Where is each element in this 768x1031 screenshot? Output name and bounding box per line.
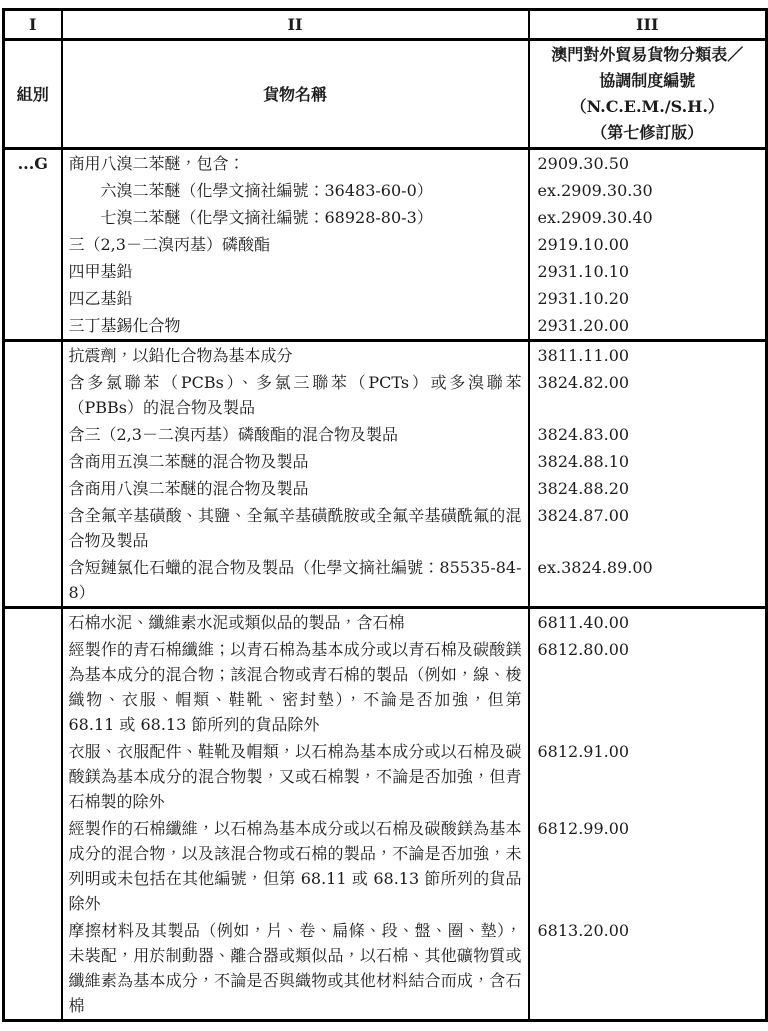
table-header: [4, 10, 767, 149]
table-row: [4, 369, 767, 421]
table-row: [4, 448, 767, 475]
goods-name-cell: 含商用五溴二苯醚的混合物及製品: [62, 448, 529, 475]
code-cell: 6813.20.00: [529, 917, 767, 1021]
goods-name-column-label: 貨物名稱: [62, 40, 529, 149]
group-cell: [4, 231, 62, 258]
table-row: [4, 177, 767, 204]
code-cell: 2909.30.50: [529, 149, 767, 178]
code-column-label: [529, 40, 767, 149]
group-cell: [4, 917, 62, 1021]
code-header-line-3: （N.C.E.M./S.H.）: [570, 97, 724, 116]
goods-name-cell: 含全氟辛基磺酸、其鹽、全氟辛基磺酰胺或全氟辛基磺酰氟的混合物及製品: [62, 502, 529, 554]
goods-name-cell: 三（2,3－二溴丙基）磷酸酯: [62, 231, 529, 258]
roman-numeral-header-row: [4, 10, 767, 40]
table-row: [4, 231, 767, 258]
code-cell: 3811.11.00: [529, 341, 767, 370]
table-row: [4, 738, 767, 815]
group-cell: [4, 341, 62, 370]
table-section-2: [4, 341, 767, 608]
goods-name-cell: 抗震劑，以鉛化合物為基本成分: [62, 341, 529, 370]
table-row: [4, 204, 767, 231]
column-iii-header: III: [529, 10, 767, 40]
column-i-header: I: [4, 10, 62, 40]
goods-name-cell: 含短鏈氯化石蠟的混合物及製品（化學文摘社編號：85535-84-8）: [62, 554, 529, 608]
goods-name-cell: 含三（2,3－二溴丙基）磷酸酯的混合物及製品: [62, 421, 529, 448]
goods-name-cell: 衣服、衣服配件、鞋靴及帽類，以石棉為基本成分或以石棉及碳酸鎂為基本成分的混合物製，又或石棉製，不論是否加強，但青石棉製的除外: [62, 738, 529, 815]
code-header-line-4: （第七修訂版）: [591, 123, 704, 142]
group-cell: [4, 475, 62, 502]
code-header-line-1: 澳門對外貿易貨物分類表／: [551, 45, 744, 64]
goods-name-cell: 摩擦材料及其製品（例如，片、卷、扁條、段、盤、圈、墊），未裝配，用於制動器、離合器或類似品，以石棉、其他礦物質或纖維素為基本成分，不論是否與織物或其他材料結合而成，含石棉: [62, 917, 529, 1021]
group-cell: [4, 608, 62, 637]
goods-classification-table: [2, 8, 768, 1022]
code-cell: 3824.88.20: [529, 475, 767, 502]
group-cell: [4, 448, 62, 475]
table-row: [4, 608, 767, 637]
group-column-label: 組別: [4, 40, 62, 149]
goods-name-cell: 三丁基錫化合物: [62, 312, 529, 341]
group-cell: [4, 502, 62, 554]
table-row: [4, 815, 767, 917]
code-cell: ex.2909.30.30: [529, 177, 767, 204]
table-row: [4, 502, 767, 554]
code-cell: ex.3824.89.00: [529, 554, 767, 608]
group-cell: [4, 312, 62, 341]
group-cell: [4, 369, 62, 421]
code-cell: 3824.82.00: [529, 369, 767, 421]
goods-name-cell: 石棉水泥、纖維素水泥或類似品的製品，含石棉: [62, 608, 529, 637]
table-row: [4, 258, 767, 285]
group-cell: [4, 204, 62, 231]
group-cell: [4, 554, 62, 608]
goods-name-cell: 六溴二苯醚（化學文摘社編號：36483-60-0）: [62, 177, 529, 204]
column-ii-header: II: [62, 10, 529, 40]
group-cell: [4, 636, 62, 738]
table-row: [4, 149, 767, 178]
group-cell: [4, 421, 62, 448]
table-row: [4, 636, 767, 738]
code-header-line-2: 協調制度編號: [599, 71, 696, 90]
code-cell: 6811.40.00: [529, 608, 767, 637]
table-row: [4, 341, 767, 370]
group-cell: [4, 285, 62, 312]
table-section-3: [4, 608, 767, 1021]
code-cell: 6812.91.00: [529, 738, 767, 815]
goods-name-cell: 七溴二苯醚（化學文摘社編號：68928-80-3）: [62, 204, 529, 231]
code-cell: 6812.80.00: [529, 636, 767, 738]
group-cell: [4, 815, 62, 917]
code-cell: 3824.88.10: [529, 448, 767, 475]
goods-name-cell: 四乙基鉛: [62, 285, 529, 312]
code-cell: 3824.83.00: [529, 421, 767, 448]
group-cell: ...G: [4, 149, 62, 178]
table-row: [4, 312, 767, 341]
table-row: [4, 917, 767, 1021]
goods-name-cell: 經製作的青石棉纖維；以青石棉為基本成分或以青石棉及碳酸鎂為基本成分的混合物；該混合物或青石棉的製品（例如，線、梭織物、衣服、帽類、鞋靴、密封墊），不論是否加強，但第 68.11 或 68.13 節所列的貨品除外: [62, 636, 529, 738]
table-row: [4, 554, 767, 608]
goods-name-cell: 經製作的石棉纖維，以石棉為基本成分或以石棉及碳酸鎂為基本成分的混合物，以及該混合物或石棉的製品，不論是否加強，未列明或未包括在其他編號，但第 68.11 或 68.13 節所列的貨品除外: [62, 815, 529, 917]
code-cell: 2919.10.00: [529, 231, 767, 258]
group-cell: [4, 738, 62, 815]
table-row: [4, 475, 767, 502]
goods-name-cell: 含商用八溴二苯醚的混合物及製品: [62, 475, 529, 502]
group-cell: [4, 177, 62, 204]
column-label-header-row: [4, 40, 767, 149]
code-cell: 2931.20.00: [529, 312, 767, 341]
code-cell: 2931.10.10: [529, 258, 767, 285]
table-section-1: [4, 149, 767, 341]
code-cell: 6812.99.00: [529, 815, 767, 917]
code-cell: 3824.87.00: [529, 502, 767, 554]
goods-name-cell: 四甲基鉛: [62, 258, 529, 285]
table-row: [4, 285, 767, 312]
table-row: [4, 421, 767, 448]
goods-name-cell: 商用八溴二苯醚，包含：: [62, 149, 529, 178]
code-cell: ex.2909.30.40: [529, 204, 767, 231]
code-cell: 2931.10.20: [529, 285, 767, 312]
goods-name-cell: 含多氯聯苯（PCBs）、多氯三聯苯（PCTs）或多溴聯苯（PBBs）的混合物及製品: [62, 369, 529, 421]
group-cell: [4, 258, 62, 285]
